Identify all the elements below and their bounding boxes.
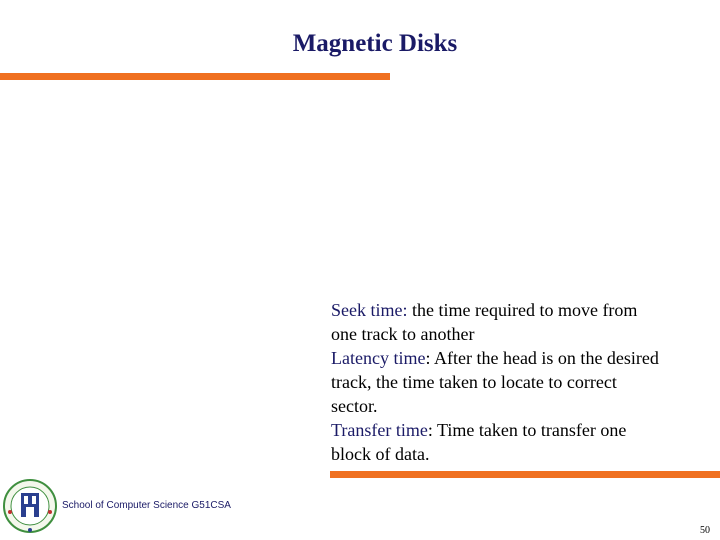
term-separator: : <box>425 348 434 368</box>
university-seal-logo <box>2 466 58 540</box>
paragraph-latency-time <box>331 346 661 418</box>
definition-seek-time: the time required to move from one track to another <box>331 300 638 344</box>
term-transfer-time: Transfer time <box>331 420 428 440</box>
slide-title: Magnetic Disks <box>292 30 458 57</box>
term-latency-time: Latency time <box>331 348 426 368</box>
slide-body <box>331 298 661 466</box>
paragraph-transfer-time <box>331 418 661 466</box>
footer-accent-bar <box>330 471 720 478</box>
term-seek-time: Seek time <box>331 300 403 320</box>
definition-transfer-time: Time taken to transfer one block of data. <box>331 420 627 464</box>
definition-latency-time: After the head is on the desired track, the time taken to locate to correct sector. <box>331 348 659 416</box>
term-separator: : <box>427 420 438 440</box>
title-underline-bar <box>0 73 390 80</box>
footer-course-label: School of Computer Science G51CSA <box>62 500 231 511</box>
term-separator: : <box>402 300 412 320</box>
paragraph-seek-time <box>331 298 661 346</box>
page-number: 50 <box>700 525 710 536</box>
